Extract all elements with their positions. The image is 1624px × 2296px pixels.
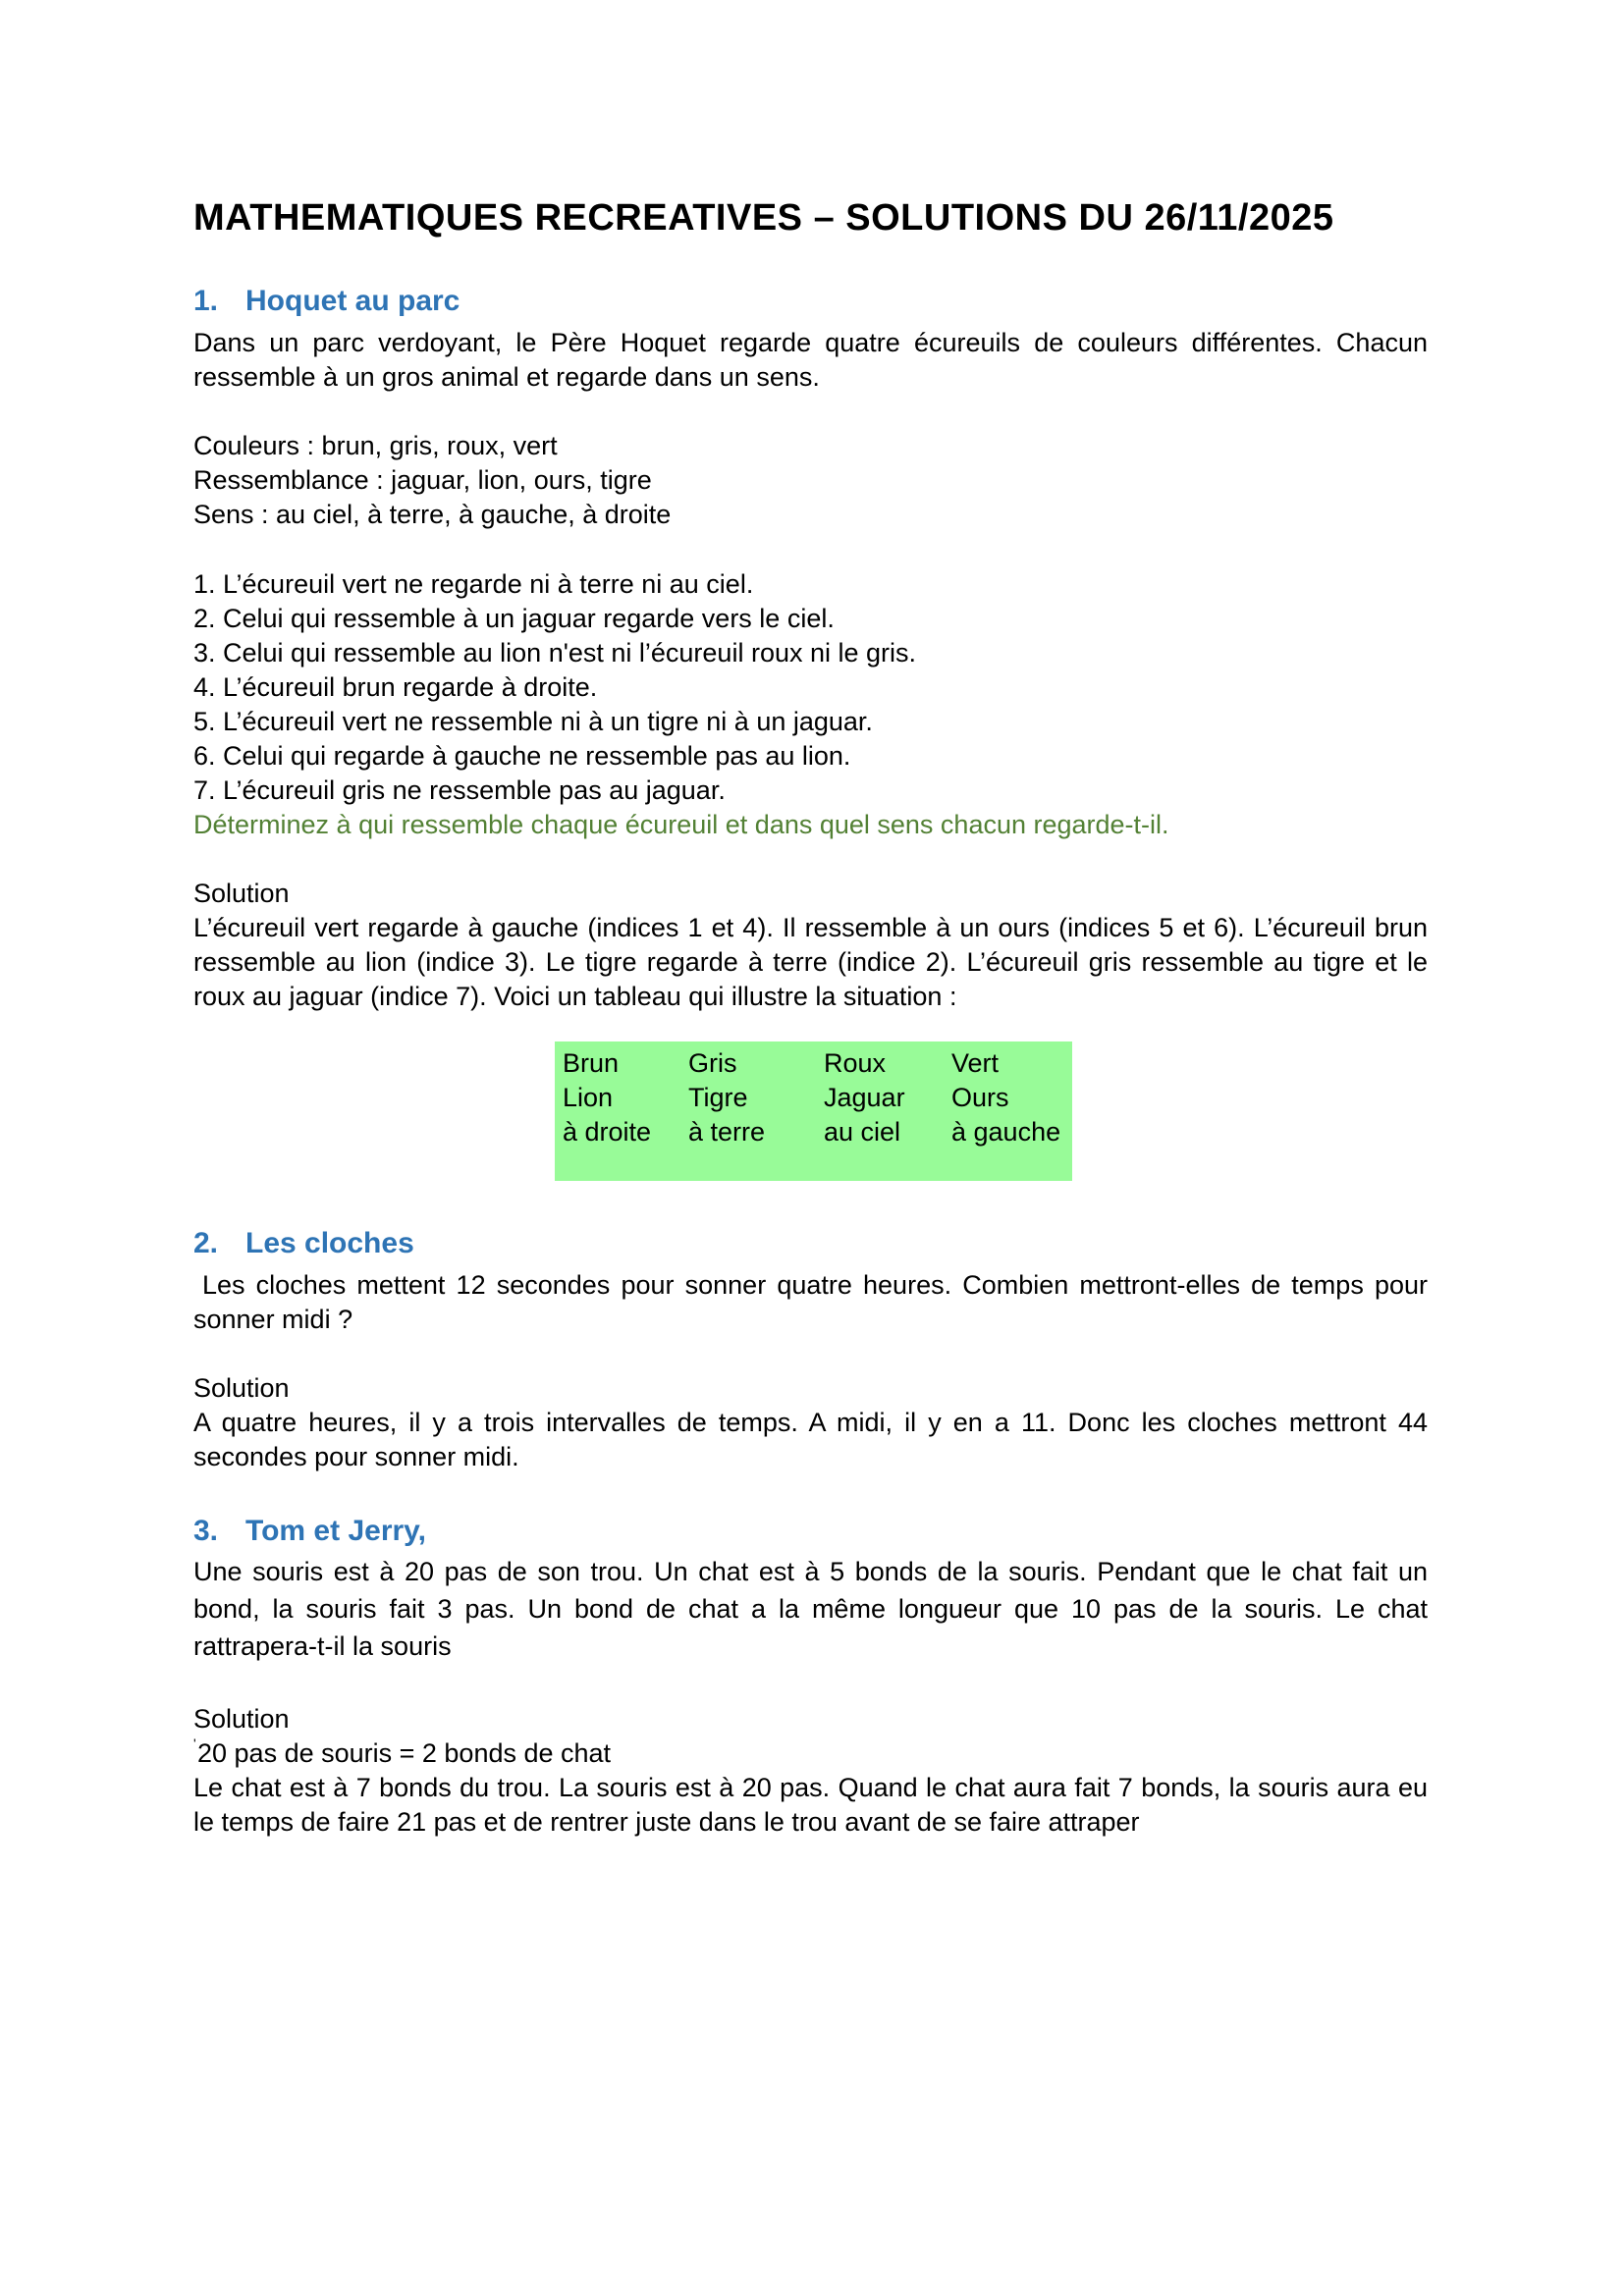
table-cell-sens-droite: à droite <box>563 1117 652 1147</box>
section-1-intro: Dans un parc verdoyant, le Père Hoquet regarde quatre écureuils de couleurs différentes. Chacun ressemble à un gros animal et regarde dans un sens. <box>193 328 1428 392</box>
section-3-number: 3. <box>193 1515 219 1547</box>
section-2-solution-label: Solution <box>193 1373 290 1403</box>
section-3-title: Tom et Jerry, <box>245 1515 426 1547</box>
table-cell-sens-gauche: à gauche <box>951 1117 1061 1147</box>
section-3-solution-line1 <box>193 1736 1428 1771</box>
section-1-number: 1. <box>193 285 219 317</box>
section-1-solution-label: Solution <box>193 879 290 908</box>
table-cell-color-brun: Brun <box>563 1048 620 1078</box>
solution-table <box>555 1041 1072 1181</box>
clue-7: 7. L’écureuil gris ne ressemble pas au jaguar. <box>193 775 726 805</box>
section-2-solution-text: A quatre heures, il y a trois intervalles de temps. A midi, il y en a 11. Donc les cloches mettront 44 secondes pour sonner midi. <box>193 1408 1428 1471</box>
section-1-instruction: Déterminez à qui ressemble chaque écureuil et dans quel sens chacun regarde-t-il. <box>193 810 1169 839</box>
section-3-solution-label: Solution <box>193 1704 290 1734</box>
clue-6: 6. Celui qui regarde à gauche ne ressemble pas au lion. <box>193 741 851 771</box>
fact-sens: Sens : au ciel, à terre, à gauche, à droite <box>193 500 672 529</box>
fact-ressemblance: Ressemblance : jaguar, lion, ours, tigre <box>193 465 652 495</box>
section-1-facts <box>193 429 1428 532</box>
clue-3: 3. Celui qui ressemble au lion n'est ni l’écureuil roux ni le gris. <box>193 638 917 667</box>
section-3-solution <box>193 1702 1428 1840</box>
clue-2: 2. Celui qui ressemble à un jaguar regarde vers le ciel. <box>193 604 835 633</box>
section-1-heading <box>193 285 1428 318</box>
clue-5: 5. L’écureuil vert ne ressemble ni à un tigre ni à un jaguar. <box>193 707 873 736</box>
section-2-intro: Les cloches mettent 12 secondes pour sonner quatre heures. Combien mettront-elles de temps pour sonner midi ? <box>193 1270 1428 1334</box>
document-title: MATHEMATIQUES RECREATIVES – SOLUTIONS DU 26/11/2025 <box>193 197 1334 239</box>
section-2-heading <box>193 1227 1428 1260</box>
table-cell-animal-ours: Ours <box>951 1083 1009 1112</box>
section-1-clues <box>193 567 1428 842</box>
fact-couleurs: Couleurs : brun, gris, roux, vert <box>193 431 558 460</box>
section-3-heading <box>193 1515 1428 1548</box>
section-2-solution <box>193 1371 1428 1474</box>
section-1-solution-text: L’écureuil vert regarde à gauche (indices 1 et 4). Il ressemble à un ours (indices 5 et 6). L’écureuil brun ressemble au lion (indice 3). Le tigre regarde à terre (indice 2). L’écureuil gris ressemble au tigre et le roux au jaguar (indice 7). Voici un tableau qui illustre la situation : <box>193 913 1428 1011</box>
section-3-solution-text: Le chat est à 7 bonds du trou. La souris est à 20 pas. Quand le chat aura fait 7 bonds, la souris aura eu le temps de faire 21 pas et de rentrer juste dans le trou avant de se faire attraper <box>193 1773 1428 1837</box>
section-1-title: Hoquet au parc <box>245 285 460 317</box>
clue-4: 4. L’écureuil brun regarde à droite. <box>193 672 598 702</box>
table-cell-sens-terre: à terre <box>688 1117 766 1147</box>
table-cell-color-gris: Gris <box>688 1048 737 1078</box>
section-2-number: 2. <box>193 1227 219 1259</box>
clue-1: 1. L’écureuil vert ne regarde ni à terre ni au ciel. <box>193 569 754 599</box>
table-cell-animal-lion: Lion <box>563 1083 614 1112</box>
table-cell-color-roux: Roux <box>824 1048 887 1078</box>
section-3-intro: Une souris est à 20 pas de son trou. Un chat est à 5 bonds de la souris. Pendant que le chat fait un bond, la souris fait 3 pas. Un bond de chat a la même longueur que 10 pas de la souris. Le chat rattrapera-t-il la souris <box>193 1557 1428 1661</box>
section-2-title: Les cloches <box>245 1227 414 1259</box>
table-cell-color-vert: Vert <box>951 1048 1000 1078</box>
section-1-solution <box>193 877 1428 1014</box>
table-cell-sens-ciel: au ciel <box>824 1117 901 1147</box>
table-cell-animal-jaguar: Jaguar <box>824 1083 905 1112</box>
section-3-solution-equation: 20 pas de souris = 2 bonds de chat <box>197 1738 612 1768</box>
table-cell-animal-tigre: Tigre <box>688 1083 748 1112</box>
stray-apostrophe-mark: ' <box>193 1735 196 1751</box>
